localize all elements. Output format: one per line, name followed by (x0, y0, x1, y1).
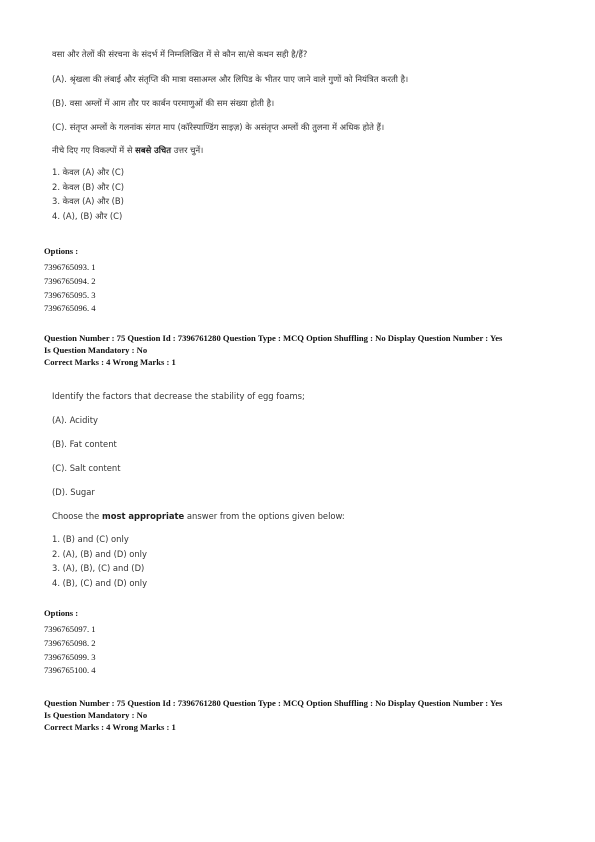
instruction-text-end: answer from the options given below: (184, 511, 345, 521)
instruction-emphasis: सबसे उचित (135, 145, 172, 155)
statement-d: (D). Sugar (52, 487, 95, 497)
choice-2: 2. (A), (B) and (D) only (52, 548, 147, 559)
question-meta-line: Question Number : 75 Question Id : 7396761280 Question Type : MCQ Option Shuffling : No Display Question Number : Yes (44, 698, 503, 708)
question-mandatory-line: Is Question Mandatory : No (44, 710, 148, 720)
options-75 (44, 607, 96, 678)
options-title: Options : (44, 608, 79, 618)
instruction-text: नीचे दिए गए विकल्पों में से (52, 145, 136, 155)
options-title: Options : (44, 246, 79, 256)
answer-instruction (52, 509, 562, 523)
question-mandatory-line: Is Question Mandatory : No (44, 345, 148, 355)
statement-c: (C). संतृप्त अम्लों के गलनांक संगत माप (कॉरेस्पाण्डिंग साइज़) के असंतृप्त अम्लों की तुलना में अधिक होते हैं। (52, 122, 385, 132)
option-row-4: 7396765100. 4 (44, 665, 96, 676)
question-meta-line: Question Number : 75 Question Id : 7396761280 Question Type : MCQ Option Shuffling : No Display Question Number : Yes (44, 333, 503, 343)
choice-3: 3. (A), (B), (C) and (D) (52, 563, 145, 573)
question-stem: Identify the factors that decrease the stability of egg foams; (52, 391, 305, 401)
option-row-1: 7396765097. 1 (44, 624, 96, 634)
question-75-meta (44, 332, 564, 368)
choice-2: 2. केवल (B) और (C) (52, 181, 125, 192)
statement-b: (B). वसा अम्लों में आम तौर पर कार्बन परमाणुओं की सम संख्या होती है। (52, 98, 275, 108)
choice-1: 1. (B) and (C) only (52, 534, 129, 544)
choice-4: 4. (A), (B) और (C) (52, 210, 123, 221)
question-75-repeat-meta (44, 697, 564, 733)
question-marks-line: Correct Marks : 4 Wrong Marks : 1 (44, 357, 176, 367)
instruction-emphasis: most appropriate (102, 511, 185, 521)
statement-a: (A). Acidity (52, 415, 98, 425)
options-74 (44, 245, 96, 316)
answer-instruction (52, 143, 562, 157)
option-row-1: 7396765093. 1 (44, 262, 96, 272)
choice-1: 1. केवल (A) और (C) (52, 167, 125, 177)
option-row-2: 7396765098. 2 (44, 637, 96, 648)
statement-c: (C). Salt content (52, 463, 121, 473)
choice-4: 4. (B), (C) and (D) only (52, 577, 148, 588)
statement-b: (B). Fat content (52, 439, 117, 449)
choice-list (52, 532, 562, 590)
question-stem: वसा और तेलों की संरचना के संदर्भ में निम्नलिखित में से कौन सा/से कथन सही है/हैं? (52, 49, 308, 59)
option-row-3: 7396765099. 3 (44, 651, 96, 662)
instruction-text-end: उत्तर चुनें। (171, 145, 204, 155)
option-row-2: 7396765094. 2 (44, 275, 96, 286)
instruction-text: Choose the (52, 511, 102, 521)
option-row-4: 7396765096. 4 (44, 303, 96, 314)
statement-a: (A). श्रृंखला की लंबाई और संतृप्ति की मात्रा वसाअम्ल और लिपिड के भीतर पाए जाने वाले गुणों को नियंत्रित करती है। (52, 74, 409, 84)
question-74-body (52, 47, 562, 223)
question-75-body (52, 389, 562, 590)
choice-3: 3. केवल (A) और (B) (52, 196, 124, 206)
choice-list (52, 165, 562, 223)
option-row-3: 7396765095. 3 (44, 289, 96, 300)
question-marks-line: Correct Marks : 4 Wrong Marks : 1 (44, 722, 176, 732)
